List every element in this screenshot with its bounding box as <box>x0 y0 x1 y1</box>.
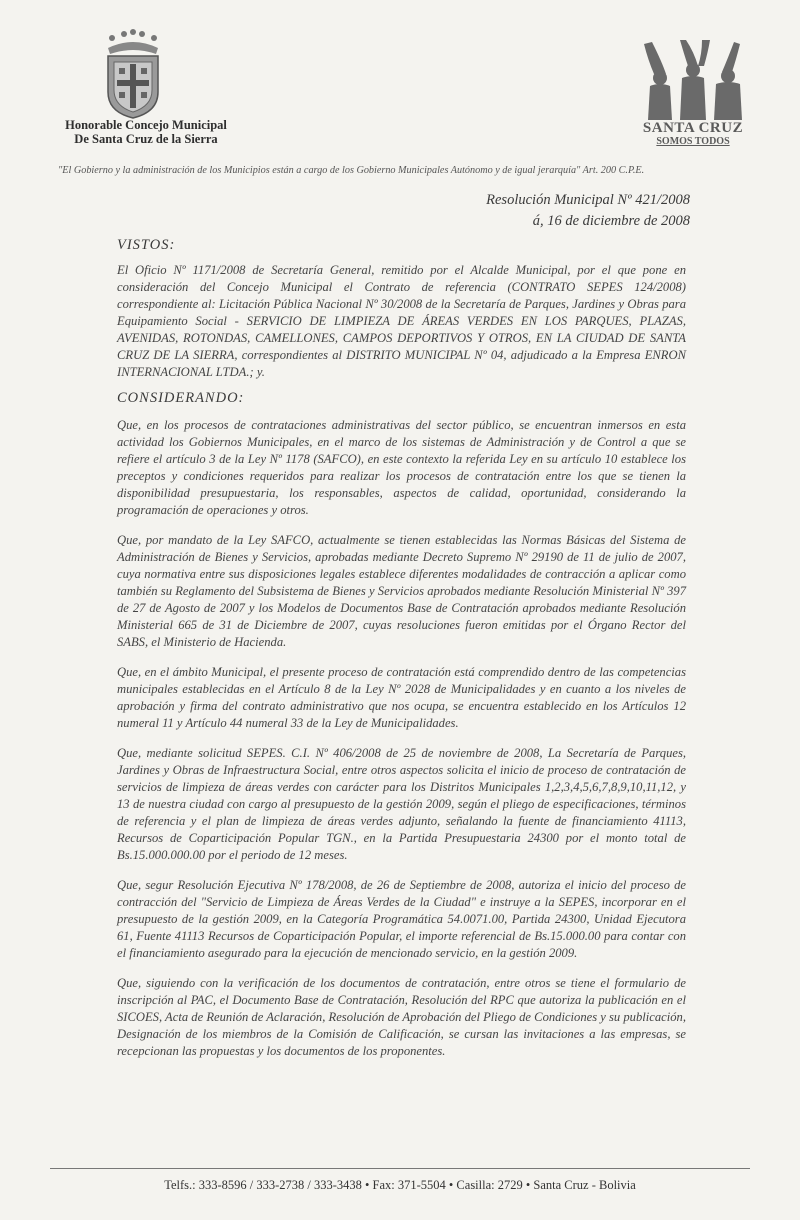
council-line-1: Honorable Concejo Municipal <box>65 118 227 132</box>
considerando-paragraph: Que, siguiendo con la verificación de los documentos de contratación, entre otros se tiene el formulario de inscripción al PAC, el Documento Base de Contratación, Resolución del RPC que autoriza la publicación en el SICOES, Acta de Reunión de Aclaración, Resolución de Aprobación del Pliego de Condiciones y su publicación, Designación de los miembros de la Comisión de Calificación, se cursan las invitaciones a las empresas, se recepcionan las propuestas y los documentos de los proponentes. <box>117 976 686 1058</box>
considerando-paragraph: Que, en los procesos de contrataciones administrativas del sector público, se encuentran inmersos en esta actividad los Gobiernos Municipales, en el marco de los sistemas de Administración y de Control a que se refiere el artículo 3 de la Ley Nº 1178 (SAFCO), en este contexto la referida Ley en su artículo 10 establece los preceptos y condiciones requeridos para realizar los procesos de contratación entre los que se tienen la disponibilidad presupuestaria, los responsables, aspectos de calidad, oportunidad, considerando la programación de operaciones y otros. <box>117 418 686 517</box>
resolution-date: á, 16 de diciembre de 2008 <box>532 213 690 229</box>
council-name <box>40 118 252 146</box>
raised-arms-logo-icon <box>630 40 760 120</box>
considerando-heading: CONSIDERANDO: <box>117 390 245 406</box>
logo-title: SANTA CRUZ <box>642 120 744 136</box>
santa-cruz-logo-text <box>628 120 758 147</box>
document-body <box>117 237 686 1073</box>
resolution-header <box>486 190 690 232</box>
footer-contact: Telfs.: 333-8596 / 333-2738 / 333-3438 • Fax: 371-5504 • Casilla: 2729 • Santa Cruz - Bolivia <box>164 1178 636 1192</box>
considerando-paragraph: Que, mediante solicitud SEPES. C.I. Nº 406/2008 de 25 de noviembre de 2008, La Secretaría de Parques, Jardines y Obras de Infraestructura Social, entre otros aspectos solicita el inicio de proceso de contratación de servicios de limpieza de áreas verdes con carácter para los Distritos Municipales 1,2,3,4,5,6,7,8,9,10,11,12, y 13 de nuestra ciudad con cargo al presupuesto de la gestión 2009, según el pliego de especificaciones, términos de referencia y el plan de limpieza de áreas verdes adjunto, señalando la fuente de financiamiento 41113, Recursos de Coparticipación Popular TGN., en la Partida Presupuestaria 24300 por el monto total de Bs.15.000.000.00 por el periodo de 12 meses. <box>117 746 686 862</box>
resolution-number: Resolución Municipal Nº 421/2008 <box>486 192 690 208</box>
council-line-2: De Santa Cruz de la Sierra <box>74 132 218 146</box>
vistos-paragraph: El Oficio Nº 1171/2008 de Secretaría General, remitido por el Alcalde Municipal, por el que pone en consideración del Concejo Municipal el Contrato de referencia (CONTRATO SEPES 124/2008) correspondiente al: Licitación Pública Nacional Nº 30/2008 de la Secretaría de Parques, Jardines y Obras para Equipamiento Social - SERVICIO DE LIMPIEZA DE ÁREAS VERDES EN LOS PARQUES, PLAZAS, AVENIDAS, ROTONDAS, CAMELLONES, CAMPOS DEPORTIVOS Y OTROS, EN LA CIUDAD DE SANTA CRUZ DE LA SIERRA, correspondientes al DISTRITO MUNICIPAL Nº 04, adjudicado a la Empresa ENRON INTERNACIONAL LTDA.; y. <box>117 263 686 379</box>
logo-subtitle: SOMOS TODOS <box>656 136 730 147</box>
considerando-paragraph: Que, segur Resolución Ejecutiva Nº 178/2008, de 26 de Septiembre de 2008, autoriza el inicio del proceso de contracción del "Servicio de Limpieza de Áreas Verdes de la Ciudad" e instruye a la SEPES, incorporar en el presupuesto de la gestión 2009, en la Categoría Programática 54.0071.00, Partida 24300, Unidad Ejecutora 61, Fuente 41113 Recursos de Coparticipación Popular, el importe referencial de Bs.15.000.00 para contar con el financiamiento asegurado para la ejecución de mencionado servicio, en la gestión 2009. <box>117 878 686 960</box>
footer-divider <box>50 1168 750 1169</box>
considerando-paragraph: Que, en el ámbito Municipal, el presente proceso de contratación está comprendido dentro de las competencias municipales establecidas en el Artículo 8 de la Ley Nº 2028 de Municipalidades y en cuanto a los niveles de aprobación y firma del contrato administrativo que nos ocupa, se encuentra establecido en los Artículos 12 numeral 11 y Artículo 44 numeral 33 de la Ley de Municipalidades. <box>117 665 686 730</box>
vistos-heading: VISTOS: <box>117 237 176 253</box>
municipal-crest-icon <box>100 28 166 120</box>
considerando-paragraph: Que, por mandato de la Ley SAFCO, actualmente se tienen establecidas las Normas Básicas del Sistema de Administración de Bienes y Servicios, aprobadas mediante Decreto Supremo Nº 29190 de 11 de julio de 2007, cuya normativa entre sus disposiciones legales establece diferentes modalidades de contracción a aplicar como también su Reglamento del Subsistema de Bienes y Servicios aprobados mediante Resolución Ministerial Nº 397 de 27 de Agosto de 2007 y los Modelos de Documentos Base de Contratación aprobados mediante Resolución Ministerial 665 de 31 de Diciembre de 2007, cuyas resoluciones fueron emitidas por el Órgano Rector del SABS, el Ministerio de Hacienda. <box>117 533 686 649</box>
constitution-quote: "El Gobierno y la administración de los Municipios están a cargo de los Gobierno Municipales Autónomo y de igual jerarquía" Art. 200 C.P.E. <box>58 165 645 176</box>
